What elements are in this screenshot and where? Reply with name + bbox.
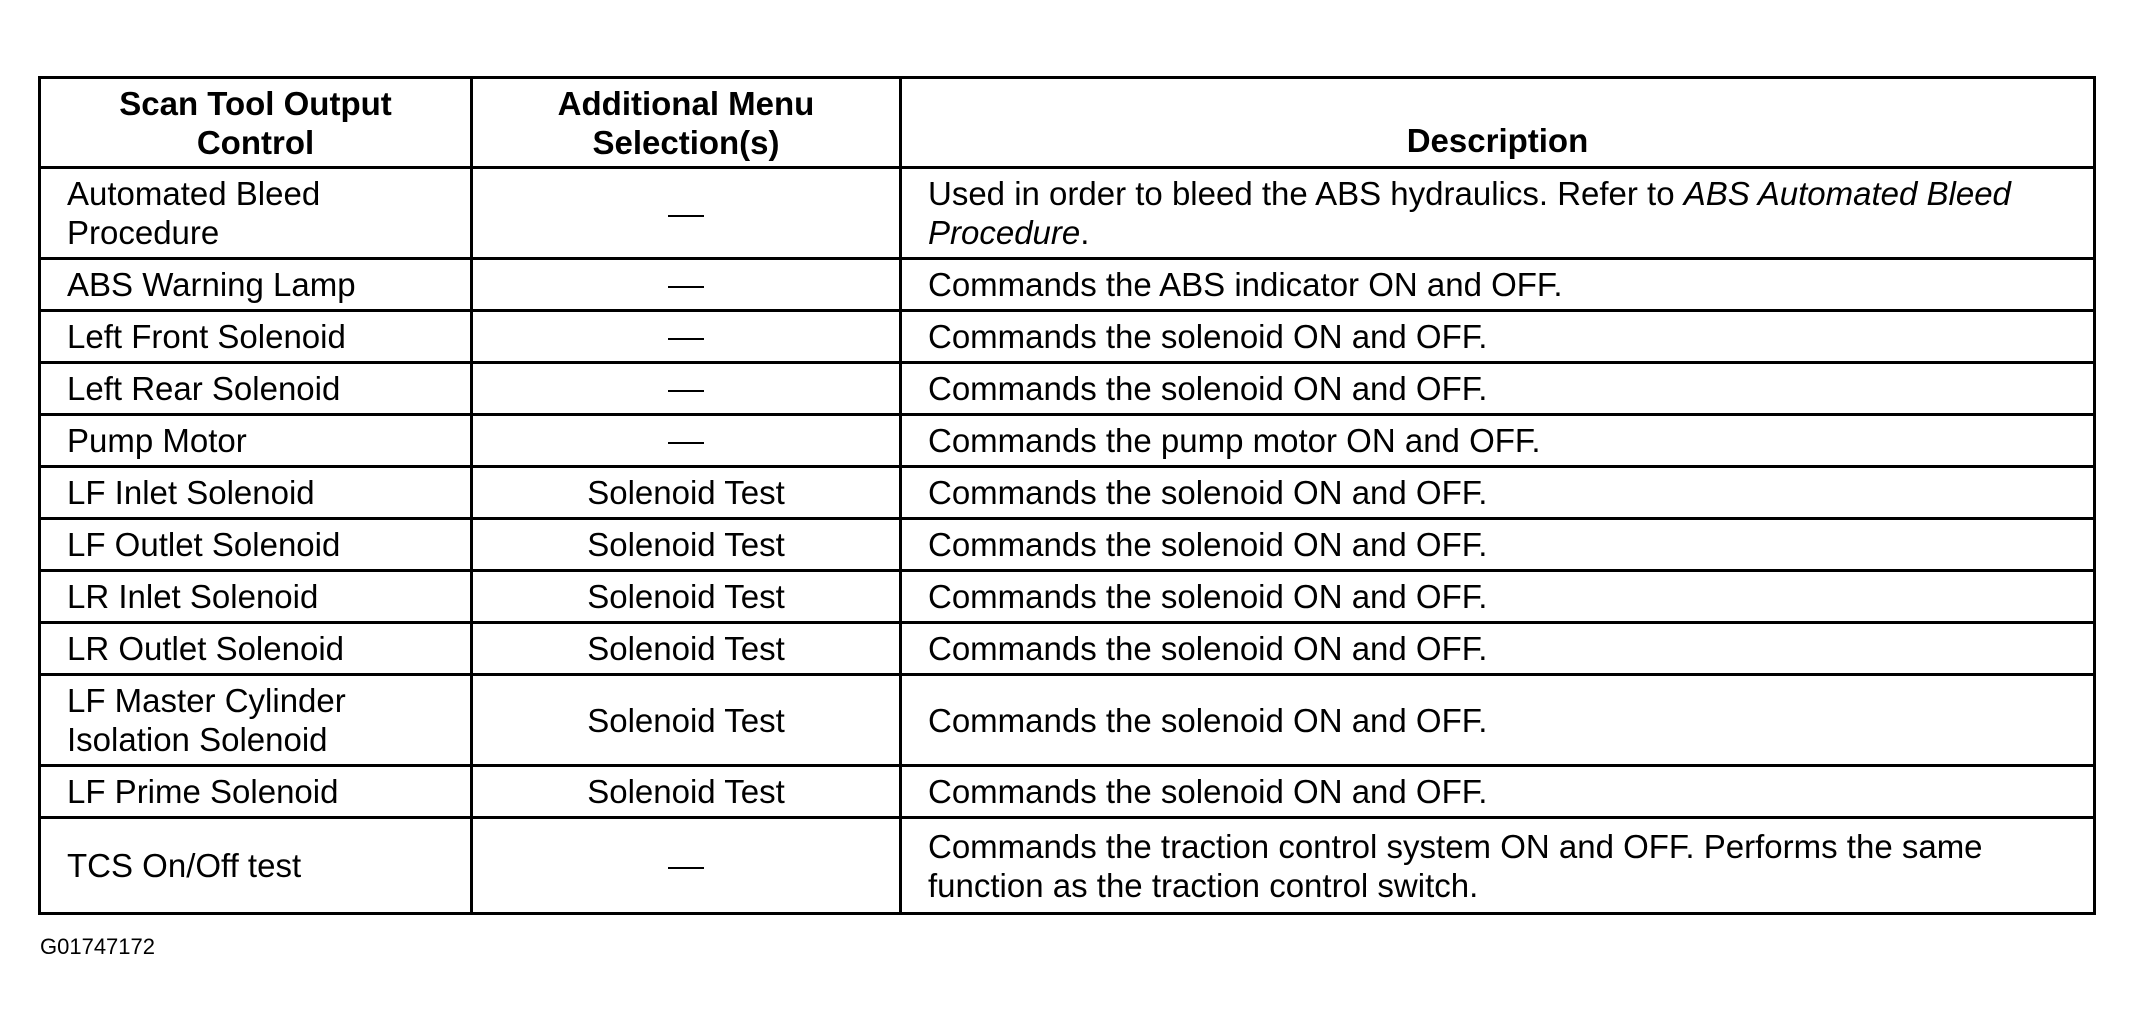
- dash-marker: [668, 286, 704, 288]
- control-cell: LR Outlet Solenoid: [40, 623, 472, 675]
- description-cell: Commands the solenoid ON and OFF.: [901, 675, 2095, 766]
- table-row: [40, 259, 2095, 311]
- table-row: [40, 467, 2095, 519]
- table-row: [40, 311, 2095, 363]
- menu-cell: [472, 259, 901, 311]
- menu-cell: Solenoid Test: [472, 675, 901, 766]
- header-row: [40, 78, 2095, 168]
- control-cell: LF Prime Solenoid: [40, 766, 472, 818]
- menu-cell: [472, 818, 901, 914]
- dash-marker: [668, 867, 704, 869]
- table-row: [40, 363, 2095, 415]
- table-row: [40, 571, 2095, 623]
- table-row: [40, 818, 2095, 914]
- description-cell: Commands the solenoid ON and OFF.: [901, 363, 2095, 415]
- description-cell: Commands the solenoid ON and OFF.: [901, 571, 2095, 623]
- menu-cell: Solenoid Test: [472, 571, 901, 623]
- control-cell: Left Front Solenoid: [40, 311, 472, 363]
- procedure-reference: ABS Automated Bleed Procedure: [928, 175, 2011, 251]
- menu-cell: [472, 415, 901, 467]
- table-row: [40, 168, 2095, 259]
- control-cell: ABS Warning Lamp: [40, 259, 472, 311]
- description-cell: Commands the pump motor ON and OFF.: [901, 415, 2095, 467]
- control-cell: TCS On/Off test: [40, 818, 472, 914]
- control-cell: Pump Motor: [40, 415, 472, 467]
- dash-marker: [668, 390, 704, 392]
- menu-cell: [472, 311, 901, 363]
- menu-cell: [472, 363, 901, 415]
- header-control: Scan Tool Output Control: [40, 78, 472, 168]
- figure-id-label: G01747172: [40, 934, 155, 959]
- control-cell: Left Rear Solenoid: [40, 363, 472, 415]
- description-cell: Commands the ABS indicator ON and OFF.: [901, 259, 2095, 311]
- control-cell: LF Outlet Solenoid: [40, 519, 472, 571]
- dash-marker: [668, 215, 704, 217]
- header-description: Description: [901, 78, 2095, 168]
- table-row: [40, 675, 2095, 766]
- control-cell: LR Inlet Solenoid: [40, 571, 472, 623]
- description-cell: Commands the solenoid ON and OFF.: [901, 766, 2095, 818]
- description-tail: .: [1080, 214, 1090, 251]
- header-menu: Additional Menu Selection(s): [472, 78, 901, 168]
- table-row: [40, 766, 2095, 818]
- control-cell: LF Inlet Solenoid: [40, 467, 472, 519]
- description-cell: Commands the solenoid ON and OFF.: [901, 311, 2095, 363]
- description-cell: [901, 168, 2095, 259]
- dash-marker: [668, 338, 704, 340]
- control-cell: Automated Bleed Procedure: [40, 168, 472, 259]
- table-row: [40, 519, 2095, 571]
- scan-tool-output-table: [38, 76, 2096, 915]
- table-row: [40, 623, 2095, 675]
- description-cell: Commands the solenoid ON and OFF.: [901, 623, 2095, 675]
- menu-cell: Solenoid Test: [472, 766, 901, 818]
- menu-cell: Solenoid Test: [472, 467, 901, 519]
- menu-cell: Solenoid Test: [472, 519, 901, 571]
- description-cell: Commands the traction control system ON and OFF. Performs the same function as the traction control switch.: [901, 818, 2095, 914]
- description-text: Used in order to bleed the ABS hydraulics. Refer to: [928, 175, 1684, 212]
- menu-cell: [472, 168, 901, 259]
- description-cell: Commands the solenoid ON and OFF.: [901, 519, 2095, 571]
- table-row: [40, 415, 2095, 467]
- dash-marker: [668, 442, 704, 444]
- control-cell: LF Master Cylinder Isolation Solenoid: [40, 675, 472, 766]
- description-cell: Commands the solenoid ON and OFF.: [901, 467, 2095, 519]
- menu-cell: Solenoid Test: [472, 623, 901, 675]
